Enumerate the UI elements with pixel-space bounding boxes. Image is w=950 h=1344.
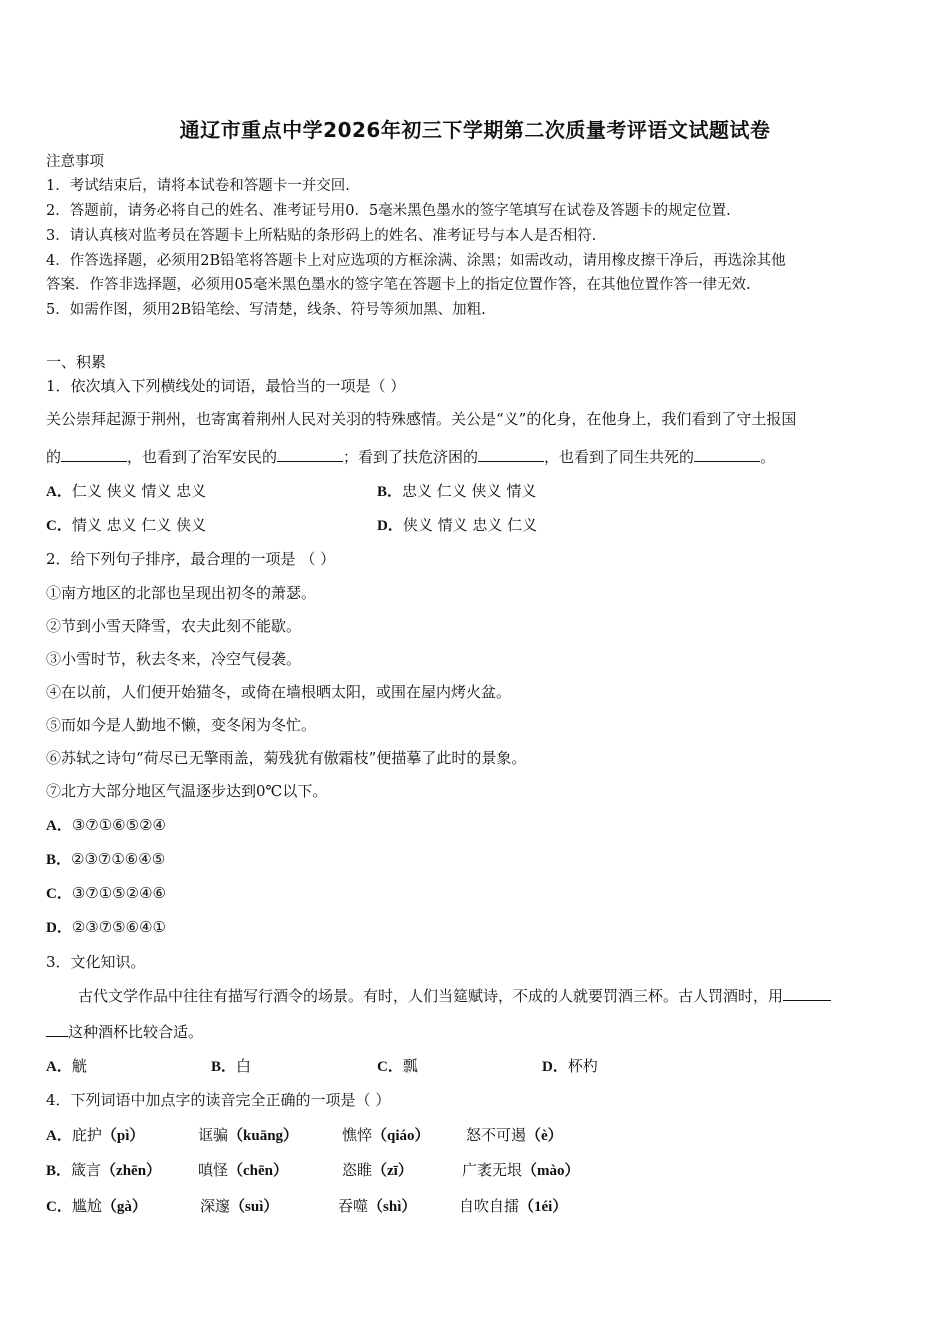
question-1-stem: 1．依次填入下列横线处的词语，最恰当的一项是（ ） (46, 377, 406, 395)
option-text: 杯杓 (567, 1057, 598, 1075)
pinyin: （suì） (230, 1199, 279, 1215)
word: 诓骗 (198, 1126, 229, 1144)
option-letter: B． (211, 1059, 237, 1075)
passage-text: 的 (46, 448, 62, 466)
option-letter: D． (46, 920, 72, 936)
word-item (198, 1124, 298, 1145)
pinyin: （è） (526, 1128, 563, 1144)
passage-text: 。 (760, 448, 776, 466)
word: 自吹自擂 (459, 1197, 520, 1215)
word: 恣睢 (342, 1161, 373, 1179)
word: 吞噬 (338, 1197, 369, 1215)
option-letter: B． (46, 852, 72, 868)
word: 憔悴 (342, 1126, 373, 1144)
passage-text: ，也看到了同生共死的 (544, 448, 695, 466)
option-a (46, 1124, 144, 1145)
sentence-item: ④在以前，人们便开始猫冬，或倚在墙根晒太阳，或围在屋内烤火盆。 (46, 683, 512, 701)
option-b (46, 1159, 161, 1180)
question-3-passage-line2 (46, 1021, 203, 1042)
notice-item: 1．考试结束后，请将本试卷和答题卡一并交回. (46, 178, 350, 194)
answer-blank[interactable] (277, 447, 343, 462)
option-text: 仁义 侠义 情义 忠义 (71, 482, 207, 500)
option-letter: D． (542, 1059, 568, 1075)
option-text: 瓢 (402, 1057, 418, 1075)
word: 箴言 (71, 1161, 102, 1179)
sentence-item: ⑦北方大部分地区气温逐步达到0℃以下。 (46, 782, 328, 800)
option-d (46, 916, 166, 937)
option-a (46, 480, 206, 501)
option-c (46, 882, 166, 903)
sentence-item: ⑤而如今是人勤地不懒，变冬闲为冬忙。 (46, 716, 317, 734)
pinyin: （pì） (101, 1128, 145, 1144)
option-b (211, 1055, 251, 1076)
option-c (46, 1195, 147, 1216)
word-item (198, 1159, 288, 1180)
passage-text: ，也看到了治军安民的 (127, 448, 278, 466)
option-text: 侠义 情义 忠义 仁义 (402, 516, 538, 534)
option-letter: B． (377, 484, 403, 500)
option-letter: D． (377, 518, 403, 534)
answer-blank[interactable] (46, 1022, 68, 1037)
word: 庇护 (71, 1126, 102, 1144)
pinyin: （kuāng） (228, 1128, 299, 1144)
option-c (377, 1055, 418, 1076)
passage-text: 古代文学作品中往往有描写行酒令的场景。有时，人们当筵赋诗，不成的人就要罚酒三杯。古人罚酒时，用 (78, 987, 784, 1005)
word-item (342, 1159, 413, 1180)
word-item (459, 1195, 567, 1216)
option-a (46, 1055, 87, 1076)
pinyin: （zī） (372, 1163, 413, 1179)
notice-item: 4．作答选择题，必须用2B铅笔将答题卡上对应选项的方框涂满、涂黑；如需改动，请用橡皮擦干净后，再选涂其他 (46, 253, 786, 269)
option-text: ②③⑦⑤⑥④① (71, 918, 166, 936)
word: 嗔怪 (198, 1161, 229, 1179)
option-b (377, 480, 536, 501)
option-d (377, 514, 537, 535)
option-letter: A． (46, 1128, 72, 1144)
option-text: 情义 忠义 仁义 侠义 (71, 516, 207, 534)
option-letter: C． (46, 886, 72, 902)
sentence-item: ⑥苏轼之诗句“荷尽已无擎雨盖，菊残犹有傲霜枝”便描摹了此时的景象。 (46, 749, 527, 767)
answer-blank[interactable] (694, 447, 760, 462)
word-item (342, 1124, 430, 1145)
option-b (46, 848, 165, 869)
word: 尴尬 (71, 1197, 102, 1215)
word: 深邃 (200, 1197, 231, 1215)
option-letter: C． (46, 1199, 72, 1215)
pinyin: （shì） (368, 1199, 417, 1215)
passage-text: ；看到了扶危济困的 (343, 448, 479, 466)
word-item (466, 1124, 563, 1145)
question-1-passage-line2 (46, 446, 775, 467)
passage-text: 这种酒杯比较合适。 (68, 1023, 204, 1041)
word: 怒不可遏 (466, 1126, 527, 1144)
notice-item: 5．如需作图，须用2B铅笔绘、写清楚，线条、符号等须加黑、加粗. (46, 302, 486, 318)
page-title: 通辽市重点中学2026年初三下学期第二次质量考评语文试题试卷 (179, 118, 771, 142)
answer-blank[interactable] (478, 447, 544, 462)
sentence-item: ①南方地区的北部也呈现出初冬的萧瑟。 (46, 584, 317, 602)
notice-item: 3．请认真核对监考员在答题卡上所粘贴的条形码上的姓名、准考证号与本人是否相符. (46, 228, 597, 244)
pinyin: （mào） (522, 1163, 580, 1179)
word-item (338, 1195, 416, 1216)
pinyin: （qiáo） (372, 1128, 430, 1144)
option-text: 白 (236, 1057, 252, 1075)
word: 广袤无垠 (462, 1161, 523, 1179)
notice-item: 答案．作答非选择题，必须用05毫米黑色墨水的签字笔在答题卡上的指定位置作答，在其他位置作答一律无效. (46, 277, 751, 293)
question-1-passage: 关公崇拜起源于荆州，也寄寓着荆州人民对关羽的特殊感情。关公是“义”的化身，在他身上，我们看到了守土报国 (46, 410, 797, 428)
option-letter: A． (46, 484, 72, 500)
option-letter: C． (46, 518, 72, 534)
option-a (46, 814, 166, 835)
option-text: ②③⑦①⑥④⑤ (71, 850, 166, 868)
question-4-stem: 4．下列词语中加点字的读音完全正确的一项是（ ） (46, 1091, 391, 1109)
option-text: 忠义 仁义 侠义 情义 (402, 482, 537, 500)
question-3-stem: 3．文化知识。 (46, 953, 146, 971)
option-text: ③⑦①⑥⑤②④ (71, 816, 166, 834)
sentence-item: ③小雪时节，秋去冬来，冷空气侵袭。 (46, 650, 302, 668)
option-text: 觥 (71, 1057, 87, 1075)
word-item (462, 1159, 580, 1180)
pinyin: （gà） (101, 1199, 147, 1215)
answer-blank[interactable] (61, 447, 127, 462)
notice-item: 2．答题前，请务必将自己的姓名、准考证号用0．5毫米黑色墨水的签字笔填写在试卷及答题卡的规定位置. (46, 203, 731, 219)
option-letter: B． (46, 1163, 72, 1179)
sentence-item: ②节到小雪天降雪，农夫此刻不能歇。 (46, 617, 302, 635)
option-letter: A． (46, 1059, 72, 1075)
question-3-passage (78, 985, 831, 1006)
pinyin: （zhēn） (101, 1163, 162, 1179)
section-heading: 一、积累 (46, 353, 107, 371)
pinyin: （chēn） (228, 1163, 289, 1179)
notice-heading: 注意事项 (46, 154, 104, 170)
option-text: ③⑦①⑤②④⑥ (71, 884, 166, 902)
pinyin: （1éi） (519, 1199, 568, 1215)
answer-blank[interactable] (783, 986, 831, 1001)
question-2-stem: 2．给下列句子排序，最合理的一项是 （ ） (46, 550, 336, 568)
word-item (200, 1195, 278, 1216)
option-letter: C． (377, 1059, 403, 1075)
option-letter: A． (46, 818, 72, 834)
option-d (542, 1055, 598, 1076)
option-c (46, 514, 206, 535)
